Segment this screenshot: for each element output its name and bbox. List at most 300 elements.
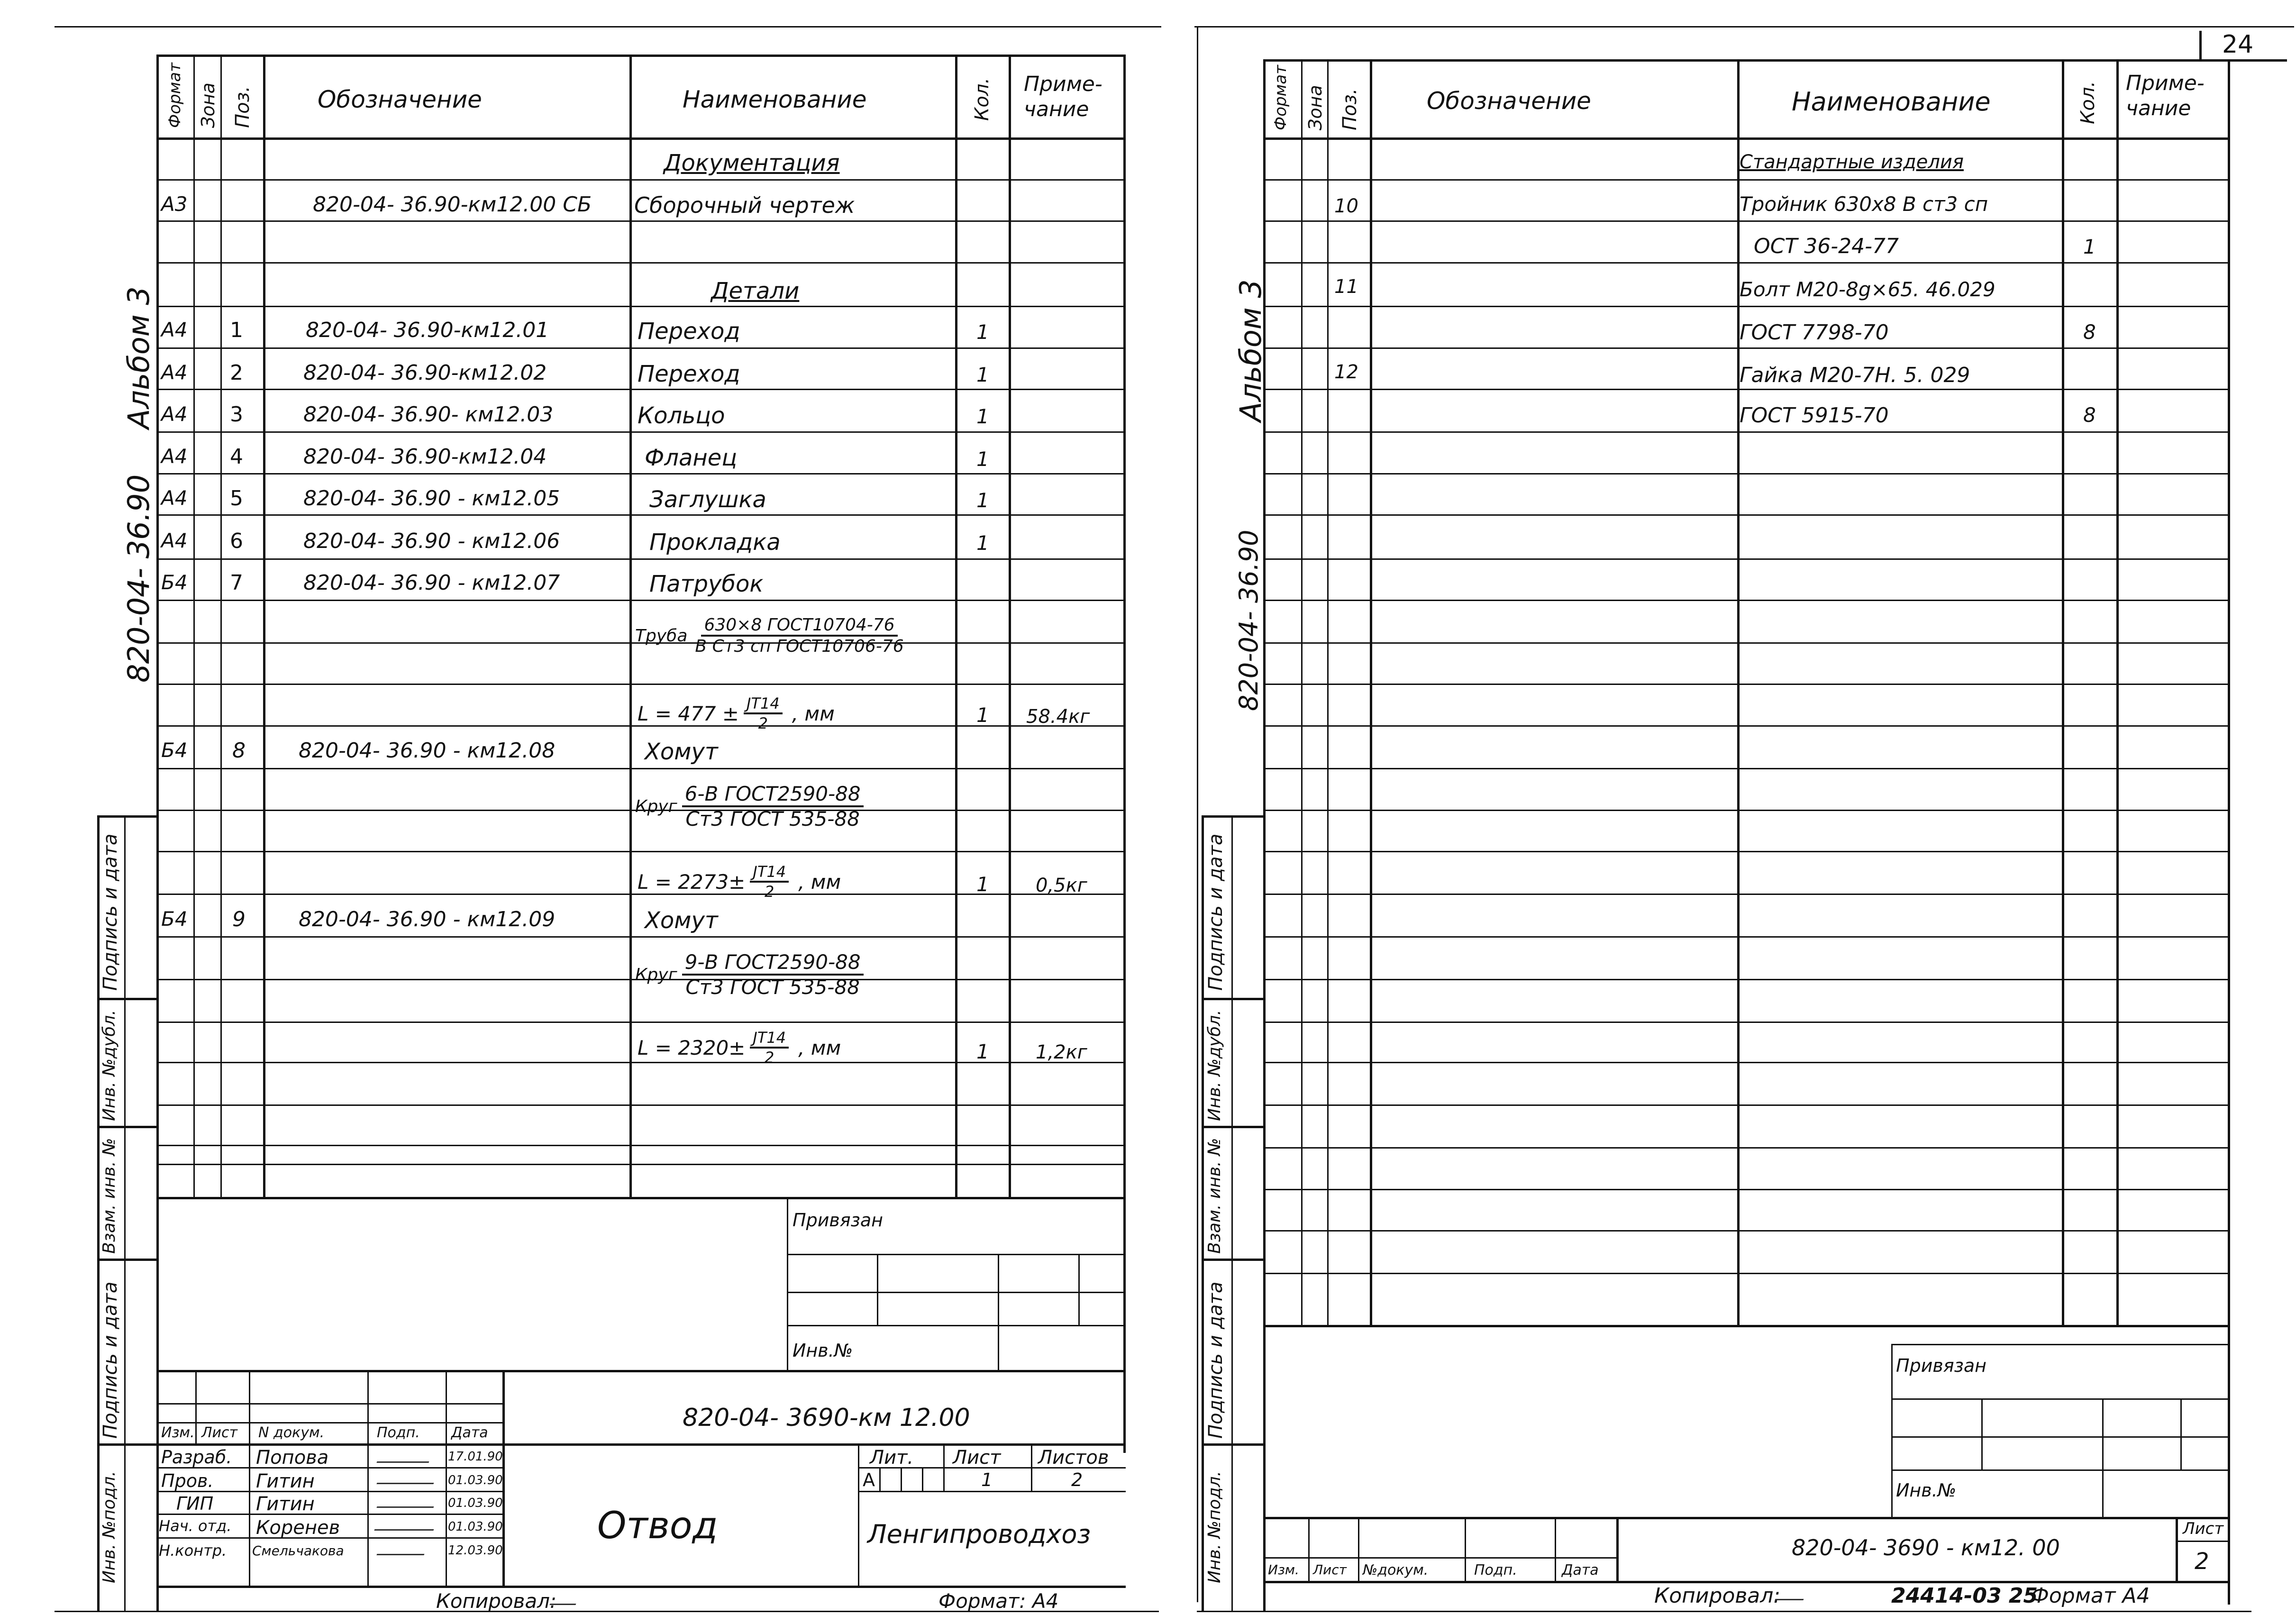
privyazan-line xyxy=(787,1325,1123,1326)
privyazan-line xyxy=(787,1254,1123,1255)
row-line xyxy=(156,1145,1126,1146)
row-name: Хомут xyxy=(645,739,718,765)
pipe-prefix: Труба xyxy=(635,626,688,646)
header-designation: Обозначение xyxy=(318,86,482,113)
header-zone: Зона xyxy=(1305,85,1326,130)
privyazan-label: Привязан xyxy=(1896,1355,1986,1376)
row-name: Заглушка xyxy=(649,486,766,513)
row-line xyxy=(1263,1022,2230,1023)
header-note: Приме-чание xyxy=(2126,71,2205,120)
privyazan-divider xyxy=(2102,1398,2104,1517)
row-line xyxy=(1263,389,2230,390)
frame-left-outer xyxy=(156,55,159,1612)
row-name: Болт М20-8g×65. 46.029 xyxy=(1740,278,1995,301)
row-designation: 820-04- 36.90 - км12.07 xyxy=(303,571,560,595)
row-qty: 1 xyxy=(2083,235,2096,258)
length-9-den: 2 xyxy=(765,1049,774,1067)
row-line xyxy=(156,851,1126,852)
role-date: 01.03.90 xyxy=(448,1520,503,1534)
row-qty: 8 xyxy=(2083,320,2096,344)
bar-9-num: 9-В ГОСТ2590-88 xyxy=(682,950,864,976)
row-format: А4 xyxy=(161,445,188,468)
title-col xyxy=(195,1370,197,1443)
length-9-post: , мм xyxy=(798,1036,841,1059)
bar-9-prefix: Круг xyxy=(635,965,677,985)
row-designation: 820-04- 36.90-км12.02 xyxy=(303,361,547,385)
row-qty: 1 xyxy=(976,489,989,512)
privyazan-left xyxy=(787,1197,788,1370)
pipe-num: 630×8 ГОСТ10704-76 xyxy=(701,615,897,637)
title-col-sheet xyxy=(2176,1517,2178,1581)
row-qty: 1 xyxy=(976,363,989,386)
row-pos: 9 xyxy=(232,907,246,931)
row-line xyxy=(1263,1273,2230,1274)
row-line xyxy=(156,768,1126,769)
role-date: 12.03.90 xyxy=(448,1543,503,1558)
length-8 xyxy=(638,863,841,901)
row-qty: 8 xyxy=(2083,403,2096,427)
row-qty: 1 xyxy=(976,873,989,896)
privyazan-left xyxy=(1891,1344,1893,1517)
header-bottom-right xyxy=(1263,137,2230,140)
role-label: Нач. отд. xyxy=(159,1517,232,1535)
row-name: Хомут xyxy=(645,907,718,934)
col-qty-right-sheet xyxy=(2116,59,2119,1325)
section-standard: Стандартные изделия xyxy=(1740,151,1964,173)
length-7-den: 2 xyxy=(758,714,768,732)
header-format: Формат xyxy=(165,63,184,128)
bar-8-den: Ст3 ГОСТ 535-88 xyxy=(685,807,860,830)
sheet-value-right: 2 xyxy=(2195,1548,2209,1575)
row-line xyxy=(1263,347,2230,349)
col-format-right xyxy=(193,55,195,1197)
length-9-num: JT14 xyxy=(750,1029,789,1049)
row-line xyxy=(156,306,1126,307)
col-pos-right-sheet xyxy=(1370,59,1372,1325)
row-line xyxy=(156,431,1126,433)
title-doc-code: 820-04- 3690-км 12.00 xyxy=(683,1404,970,1432)
row-line xyxy=(156,1164,1126,1165)
lit-value: А xyxy=(863,1469,875,1490)
length-7 xyxy=(638,694,835,732)
side-stamp-line xyxy=(1202,815,1263,818)
title-lit-line xyxy=(858,1491,1126,1492)
row-pos: 4 xyxy=(230,445,243,469)
col-head-izm: Изм. xyxy=(1268,1562,1299,1578)
row-line xyxy=(1263,1189,2230,1190)
role-name: Попова xyxy=(256,1447,329,1469)
side-stamp-line xyxy=(1202,998,1263,1000)
title-block-top xyxy=(156,1370,1126,1372)
title-lit-col xyxy=(1031,1443,1032,1491)
row-line xyxy=(1263,851,2230,852)
inv-no-label: Инв.№ xyxy=(793,1340,853,1361)
col-name-right-sheet xyxy=(2062,59,2064,1325)
header-zone: Зона xyxy=(198,82,219,128)
title-col xyxy=(367,1370,369,1586)
col-head-sign: Подп. xyxy=(1474,1562,1517,1578)
row-line xyxy=(1263,306,2230,307)
side-stamp-right-edge xyxy=(1202,815,1204,1612)
length-7-post: , мм xyxy=(792,702,835,725)
row-line xyxy=(156,179,1126,181)
row-format: А4 xyxy=(161,318,188,341)
copy-sign-left xyxy=(549,1590,581,1605)
row-line xyxy=(1263,473,2230,474)
title-col xyxy=(249,1370,250,1586)
side-stamp-divider xyxy=(124,815,126,1612)
frame-right-right xyxy=(2228,59,2230,1605)
title-col xyxy=(1616,1517,1619,1581)
row-name: ОСТ 36-24-77 xyxy=(1754,234,1899,258)
org-name: Ленгипроводхоз xyxy=(867,1519,1091,1549)
row-line xyxy=(156,1022,1126,1023)
row-format: А4 xyxy=(161,486,188,510)
privyazan-divider xyxy=(1078,1254,1080,1325)
privyazan-line xyxy=(1891,1398,2228,1400)
row-name: Тройник 630х8 В ст3 сп xyxy=(1740,192,1988,216)
section-parts: Детали xyxy=(711,278,800,304)
col-des-right xyxy=(629,55,632,1197)
privyazan-line xyxy=(787,1292,1123,1293)
row-line xyxy=(1263,810,2230,811)
row-designation: 820-04- 36.90- км12.03 xyxy=(303,402,554,427)
row-line xyxy=(156,473,1126,474)
role-date: 01.03.90 xyxy=(448,1473,503,1487)
row-name: Патрубок xyxy=(649,571,764,597)
bar-9-den: Ст3 ГОСТ 535-88 xyxy=(685,976,860,999)
row-name: Сборочный чертеж xyxy=(634,192,855,218)
section-documentation: Документация xyxy=(664,150,840,176)
row-line xyxy=(1263,936,2230,938)
row-pos: 10 xyxy=(1334,195,1358,217)
copy-mark-left: Копировал: xyxy=(436,1589,557,1613)
row-line xyxy=(1263,179,2230,181)
row-format: А4 xyxy=(161,361,188,384)
side-stamp-line xyxy=(97,1443,156,1446)
length-9 xyxy=(638,1029,841,1067)
row-line xyxy=(1263,768,2230,769)
header-note: Приме-чание xyxy=(1024,72,1102,121)
col-head-date: Дата xyxy=(451,1424,488,1441)
row-line xyxy=(1263,684,2230,685)
row-line xyxy=(1263,600,2230,601)
row-pos: 6 xyxy=(230,529,243,553)
side-stamp-orig: Инв. №подл. xyxy=(1205,1471,1224,1583)
header-qty: Кол. xyxy=(2077,81,2099,124)
side-stamp-replace: Взам. инв. № xyxy=(100,1138,119,1254)
row-name: Прокладка xyxy=(649,529,781,556)
row-format: А4 xyxy=(161,402,188,426)
row-line xyxy=(156,514,1126,516)
row-designation: 820-04- 36.90-км12.01 xyxy=(306,318,549,342)
title-lit-sub xyxy=(901,1467,902,1491)
sheet-value: 1 xyxy=(981,1469,993,1490)
privyazan-label: Привязан xyxy=(793,1210,883,1231)
row-line xyxy=(156,389,1126,390)
row-line xyxy=(1263,642,2230,644)
title-col xyxy=(446,1370,447,1586)
side-stamp-sign-date-2: Подпись и дата xyxy=(1205,1281,1227,1439)
bar-8-spec xyxy=(635,782,864,830)
row-pos: 12 xyxy=(1334,361,1358,383)
row-pos: 7 xyxy=(230,571,243,595)
format-label-left: Формат: А4 xyxy=(938,1589,1059,1613)
length-9-pre: L = 2320± xyxy=(638,1036,746,1059)
row-designation: 820-04- 36.90 - км12.08 xyxy=(299,739,556,763)
row-pos: 2 xyxy=(230,361,243,385)
row-pos: 11 xyxy=(1334,276,1358,298)
row-line xyxy=(1263,431,2230,433)
row-format: А3 xyxy=(161,192,188,216)
privyazan-line xyxy=(1891,1469,2228,1471)
row-line xyxy=(1263,220,2230,222)
copy-sign-right xyxy=(1775,1586,1808,1600)
row-qty: 1 xyxy=(976,320,989,344)
album-label-left: Альбом 3 xyxy=(121,286,156,429)
col-name-right xyxy=(955,55,957,1197)
row-format: А4 xyxy=(161,529,188,552)
top-border-right xyxy=(1194,26,2294,27)
sheet-separator xyxy=(1197,26,1198,1602)
title-lit-col xyxy=(943,1443,945,1491)
side-stamp-line xyxy=(1202,1259,1263,1261)
row-note: 1,2кг xyxy=(1036,1041,1087,1063)
row-line xyxy=(1263,1062,2230,1063)
length-7-num: JT14 xyxy=(744,694,783,714)
signature-mark xyxy=(376,1469,438,1484)
title-col xyxy=(1555,1517,1556,1581)
title-block-line xyxy=(156,1422,502,1423)
doc-code-vertical-left: 820-04- 36.90 xyxy=(121,474,156,683)
side-stamp-orig: Инв. №подл. xyxy=(100,1471,119,1583)
side-stamp-dup: Инв. №дубл. xyxy=(1205,1010,1224,1121)
header-designation: Обозначение xyxy=(1427,87,1591,115)
row-qty: 1 xyxy=(976,447,989,471)
signature-mark xyxy=(376,1493,438,1508)
length-7-pre: L = 477 ± xyxy=(638,702,739,725)
row-line xyxy=(156,1104,1126,1106)
col-des-right-sheet xyxy=(1737,59,1740,1325)
role-label: Пров. xyxy=(161,1470,214,1491)
role-name: Гитин xyxy=(256,1470,315,1492)
bar-9-spec xyxy=(635,950,864,999)
side-stamp-line xyxy=(97,815,156,818)
title-block-bottom xyxy=(156,1586,1126,1588)
bottom-border-right xyxy=(1197,1611,2251,1612)
row-name: Гайка М20-7Н. 5. 029 xyxy=(1740,363,1970,387)
title-block-bottom-right xyxy=(1263,1581,2230,1583)
side-stamp-sign-date: Подпись и дата xyxy=(1205,833,1227,991)
side-stamp-sign-date: Подпись и дата xyxy=(100,833,121,991)
table-top xyxy=(156,55,1126,57)
title-col-org xyxy=(858,1443,859,1586)
title-block-top-right xyxy=(1263,1517,2230,1519)
album-label-right: Альбом 3 xyxy=(1233,279,1268,422)
side-stamp-divider xyxy=(1231,815,1233,1612)
row-pos: 3 xyxy=(230,402,243,427)
row-qty: 1 xyxy=(976,703,989,727)
bar-8-prefix: Круг xyxy=(635,796,677,816)
row-line xyxy=(1263,1104,2230,1106)
row-line xyxy=(156,936,1126,938)
copy-number-right: 24414-03 25 xyxy=(1891,1584,2038,1608)
length-8-pre: L = 2273± xyxy=(638,870,746,894)
role-label: Разраб. xyxy=(161,1447,232,1468)
privyazan-line xyxy=(1891,1344,2228,1345)
sheet-head: Лист xyxy=(953,1447,1001,1469)
length-8-den: 2 xyxy=(765,883,774,901)
side-stamp-line xyxy=(1202,1443,1263,1446)
page-number: 24 xyxy=(2222,30,2254,59)
bar-8-num: 6-В ГОСТ2590-88 xyxy=(682,782,864,807)
col-format-right-sheet xyxy=(1301,59,1303,1325)
row-name: ГОСТ 5915-70 xyxy=(1740,403,1889,428)
doc-code-vertical-right: 820-04- 36.90 xyxy=(1234,529,1264,711)
row-format: Б4 xyxy=(161,907,188,931)
side-stamp-line xyxy=(1202,1126,1263,1128)
lit-head: Лит. xyxy=(870,1447,914,1469)
row-line xyxy=(1263,894,2230,895)
side-stamp-line xyxy=(97,1126,156,1128)
privyazan-divider xyxy=(877,1254,878,1325)
side-stamp-dup: Инв. №дубл. xyxy=(100,1010,119,1121)
row-line xyxy=(1263,514,2230,516)
page-number-box-left xyxy=(2199,31,2202,59)
header-pos: Поз. xyxy=(232,86,254,128)
title-col xyxy=(1308,1517,1310,1581)
row-line xyxy=(156,262,1126,264)
col-head-doc: N докум. xyxy=(258,1424,325,1441)
top-border-left xyxy=(55,26,1161,27)
row-line xyxy=(156,220,1126,222)
row-pos: 8 xyxy=(232,739,246,763)
row-designation: 820-04- 36.90 - км12.05 xyxy=(303,486,560,511)
row-qty: 1 xyxy=(976,405,989,428)
row-designation: 820-04- 36.90-км12.00 СБ xyxy=(313,192,592,217)
side-stamp-sign-date-2: Подпись и дата xyxy=(100,1281,121,1439)
signature-mark xyxy=(376,1448,434,1463)
row-line xyxy=(156,347,1126,349)
side-stamp-replace: Взам. инв. № xyxy=(1205,1138,1224,1254)
row-format: Б4 xyxy=(161,571,188,594)
title-doc-code-right: 820-04- 3690 - км12. 00 xyxy=(1792,1535,2060,1560)
col-head-list: Лист xyxy=(201,1424,238,1441)
row-name: Кольцо xyxy=(638,402,725,429)
privyazan-line xyxy=(1891,1436,2228,1438)
length-8-num: JT14 xyxy=(750,863,789,883)
frame-right-outer xyxy=(1263,59,1266,1612)
sheets-value: 2 xyxy=(1071,1469,1083,1490)
title-lit-sub xyxy=(922,1467,923,1491)
role-name: Коренев xyxy=(256,1517,340,1539)
privyazan-divider xyxy=(998,1254,999,1370)
title-block-mid xyxy=(156,1443,1126,1446)
sheet-head-right: Лист xyxy=(2183,1519,2224,1538)
format-label-right: Формат А4 xyxy=(2031,1584,2150,1608)
header-name: Наименование xyxy=(1792,87,1991,117)
header-qty: Кол. xyxy=(971,77,993,121)
role-date: 17.01.90 xyxy=(448,1450,503,1464)
length-8-post: , мм xyxy=(798,870,841,894)
col-head-list: Лист xyxy=(1313,1562,1347,1578)
col-qty-right xyxy=(1009,55,1011,1197)
row-line xyxy=(1263,979,2230,980)
col-zone-right xyxy=(220,55,222,1197)
role-name: Смельчакова xyxy=(252,1543,344,1559)
title-col xyxy=(1358,1517,1359,1581)
privyazan-divider xyxy=(2180,1398,2182,1469)
role-label: Н.контр. xyxy=(159,1542,227,1560)
row-name: Фланец xyxy=(645,445,737,471)
signature-mark xyxy=(374,1516,438,1531)
pipe-den: В Ст3 сп ГОСТ10706-76 xyxy=(695,637,904,656)
col-zone-right-sheet xyxy=(1327,59,1329,1325)
row-line xyxy=(156,600,1126,601)
col-head-doc: №докум. xyxy=(1363,1562,1429,1578)
side-stamp-line xyxy=(97,1259,156,1261)
header-bottom xyxy=(156,137,1126,140)
row-pos: 5 xyxy=(230,486,243,511)
col-head-sign: Подп. xyxy=(377,1424,420,1441)
row-designation: 820-04- 36.90-км12.04 xyxy=(303,445,547,469)
row-qty: 1 xyxy=(976,531,989,555)
title-name: Отвод xyxy=(597,1505,718,1547)
signature-mark xyxy=(376,1541,429,1555)
row-qty: 1 xyxy=(976,1040,989,1063)
row-note: 58.4кг xyxy=(1026,706,1090,728)
col-pos-right xyxy=(263,55,265,1197)
col-head-izm: Изм. xyxy=(161,1424,195,1441)
header-name: Наименование xyxy=(683,86,867,113)
copy-mark-right: Копировал: xyxy=(1654,1584,1781,1608)
pipe-spec xyxy=(635,615,907,656)
title-lit-sub xyxy=(879,1467,881,1491)
side-stamp-line xyxy=(97,998,156,1000)
row-name: Переход xyxy=(638,318,740,345)
col-head-date: Дата xyxy=(1562,1562,1599,1578)
privyazan-divider xyxy=(1981,1398,1983,1469)
row-note: 0,5кг xyxy=(1036,875,1087,896)
role-date: 01.03.90 xyxy=(448,1496,503,1510)
row-name: Переход xyxy=(638,361,740,387)
row-line xyxy=(1263,1147,2230,1149)
row-line xyxy=(1263,1230,2230,1232)
frame-left-right xyxy=(1123,55,1126,1453)
row-line xyxy=(156,558,1126,560)
row-line xyxy=(1263,558,2230,560)
row-designation: 820-04- 36.90 - км12.06 xyxy=(303,529,560,553)
header-pos: Поз. xyxy=(1339,88,1361,130)
row-pos: 1 xyxy=(230,318,243,342)
row-format: Б4 xyxy=(161,739,188,762)
table-bottom xyxy=(156,1197,1126,1199)
inv-no-label: Инв.№ xyxy=(1896,1480,1957,1501)
header-format: Формат xyxy=(1271,65,1290,130)
table-bottom-right xyxy=(1263,1325,2230,1327)
row-line xyxy=(156,684,1126,685)
title-sheet-line xyxy=(2176,1541,2230,1542)
row-line xyxy=(1263,262,2230,264)
row-name: ГОСТ 7798-70 xyxy=(1740,320,1889,345)
row-line xyxy=(1263,725,2230,727)
sheets-head: Листов xyxy=(1038,1447,1109,1469)
table-top-right xyxy=(1263,59,2230,62)
role-name: Гитин xyxy=(256,1493,315,1515)
role-label: ГИП xyxy=(176,1493,214,1514)
title-col xyxy=(1465,1517,1466,1581)
title-block-line xyxy=(156,1403,502,1405)
